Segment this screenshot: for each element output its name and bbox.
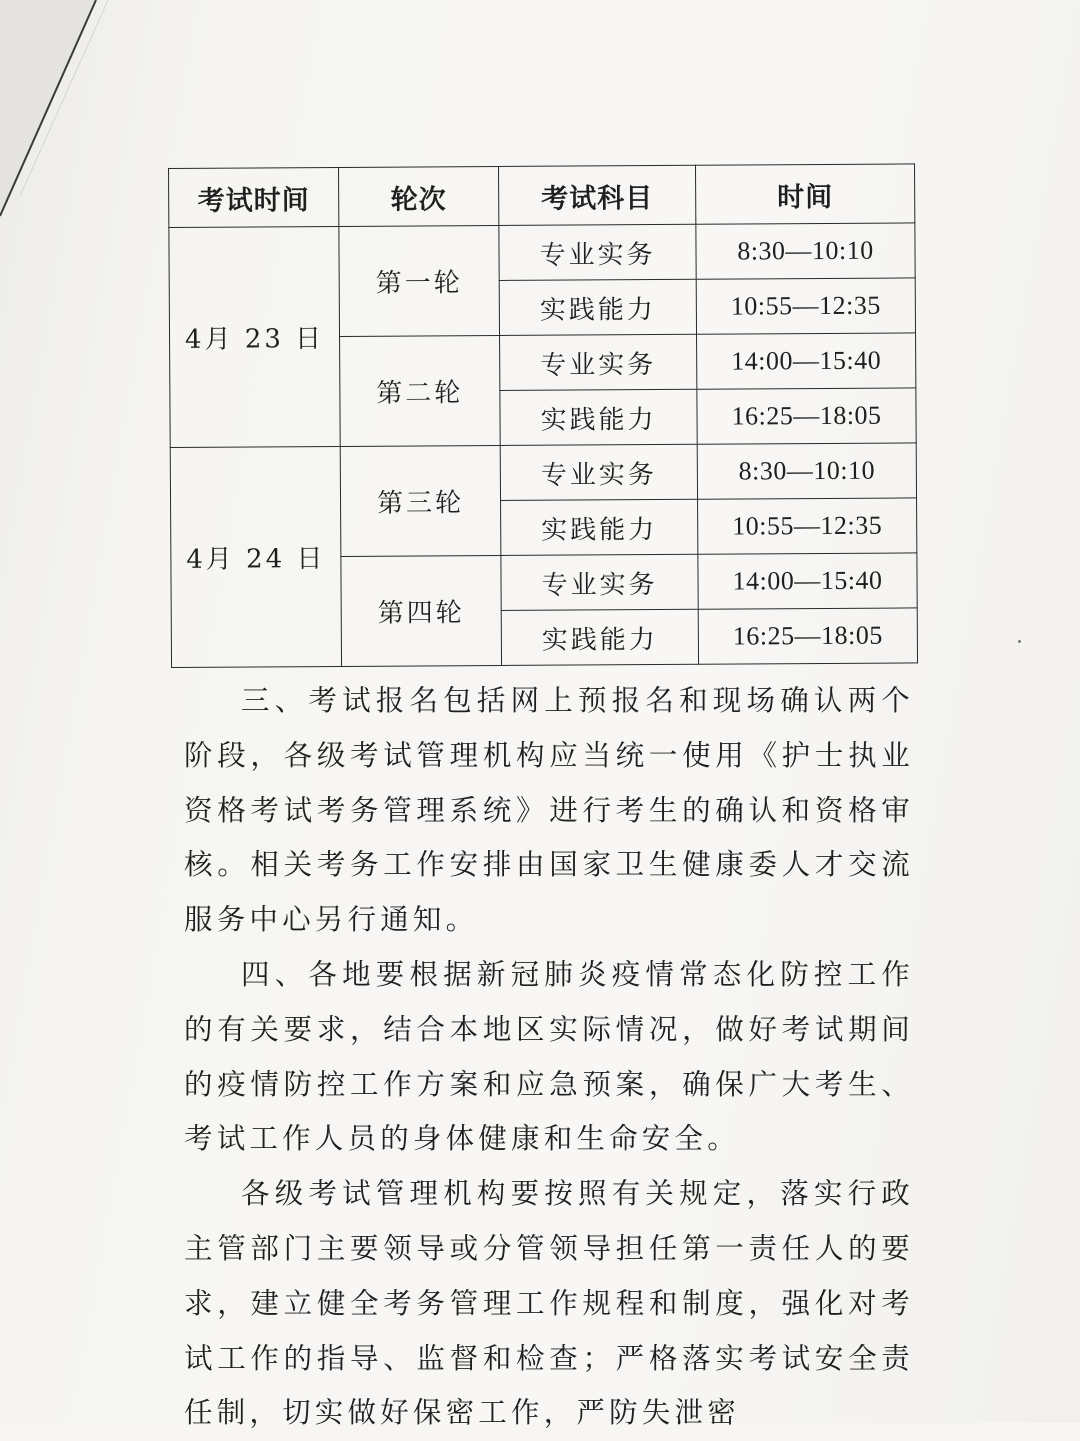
time-cell: 16:25—18:05: [697, 388, 916, 444]
round-cell: 第二轮: [340, 335, 501, 446]
subject-cell: 实践能力: [501, 609, 698, 665]
header-subject: 考试科目: [498, 165, 695, 225]
header-time: 时间: [695, 164, 914, 224]
exam-date-cell: 4月 24 日: [170, 446, 341, 667]
subject-cell: 专业实务: [501, 554, 698, 610]
speck: [1018, 640, 1021, 643]
time-cell: 8:30—10:10: [697, 443, 916, 499]
subject-cell: 实践能力: [501, 499, 698, 555]
paragraph-management-responsibility: 各级考试管理机构要按照有关规定，落实行政主管部门主要领导或分管领导担任第一责任人的要求，建立健全考务管理工作规程和制度，强化对考试工作的指导、监督和检查；严格落实考试安全责任制，切实做好保密工作，严防失泄密: [184, 1177, 914, 1430]
subject-cell: 专业实务: [500, 334, 697, 390]
subject-cell: 实践能力: [499, 279, 696, 335]
round-cell: 第四轮: [341, 555, 502, 666]
time-cell: 14:00—15:40: [697, 333, 916, 389]
table-header-row: [169, 164, 915, 228]
subject-cell: 专业实务: [499, 224, 696, 280]
header-round: 轮次: [338, 166, 498, 226]
time-cell: 8:30—10:10: [696, 223, 915, 279]
table-row: [169, 223, 915, 283]
time-cell: 10:55—12:35: [696, 278, 915, 334]
paragraph-registration: 三、考试报名包括网上预报名和现场确认两个阶段，各级考试管理机构应当统一使用《护士执业资格考试考务管理系统》进行考生的确认和资格审核。相关考务工作安排由国家卫生健康委人才交流服务中心另行通知。: [184, 684, 914, 937]
time-cell: 10:55—12:35: [698, 498, 917, 554]
time-cell: 16:25—18:05: [698, 608, 917, 664]
exam-schedule-table: [168, 163, 918, 668]
subject-cell: 专业实务: [500, 444, 697, 500]
subject-cell: 实践能力: [500, 389, 697, 445]
paragraph-epidemic-control: 四、各地要根据新冠肺炎疫情常态化防控工作的有关要求，结合本地区实际情况，做好考试期间的疫情防控工作方案和应急预案，确保广大考生、考试工作人员的身体健康和生命安全。: [184, 957, 914, 1156]
round-cell: 第一轮: [339, 225, 500, 336]
header-exam-date: 考试时间: [169, 167, 339, 227]
table-row: [170, 443, 916, 503]
exam-date-cell: 4月 23 日: [169, 226, 340, 447]
round-cell: 第三轮: [340, 445, 501, 556]
time-cell: 14:00—15:40: [698, 553, 917, 609]
document-body: [184, 674, 914, 1441]
